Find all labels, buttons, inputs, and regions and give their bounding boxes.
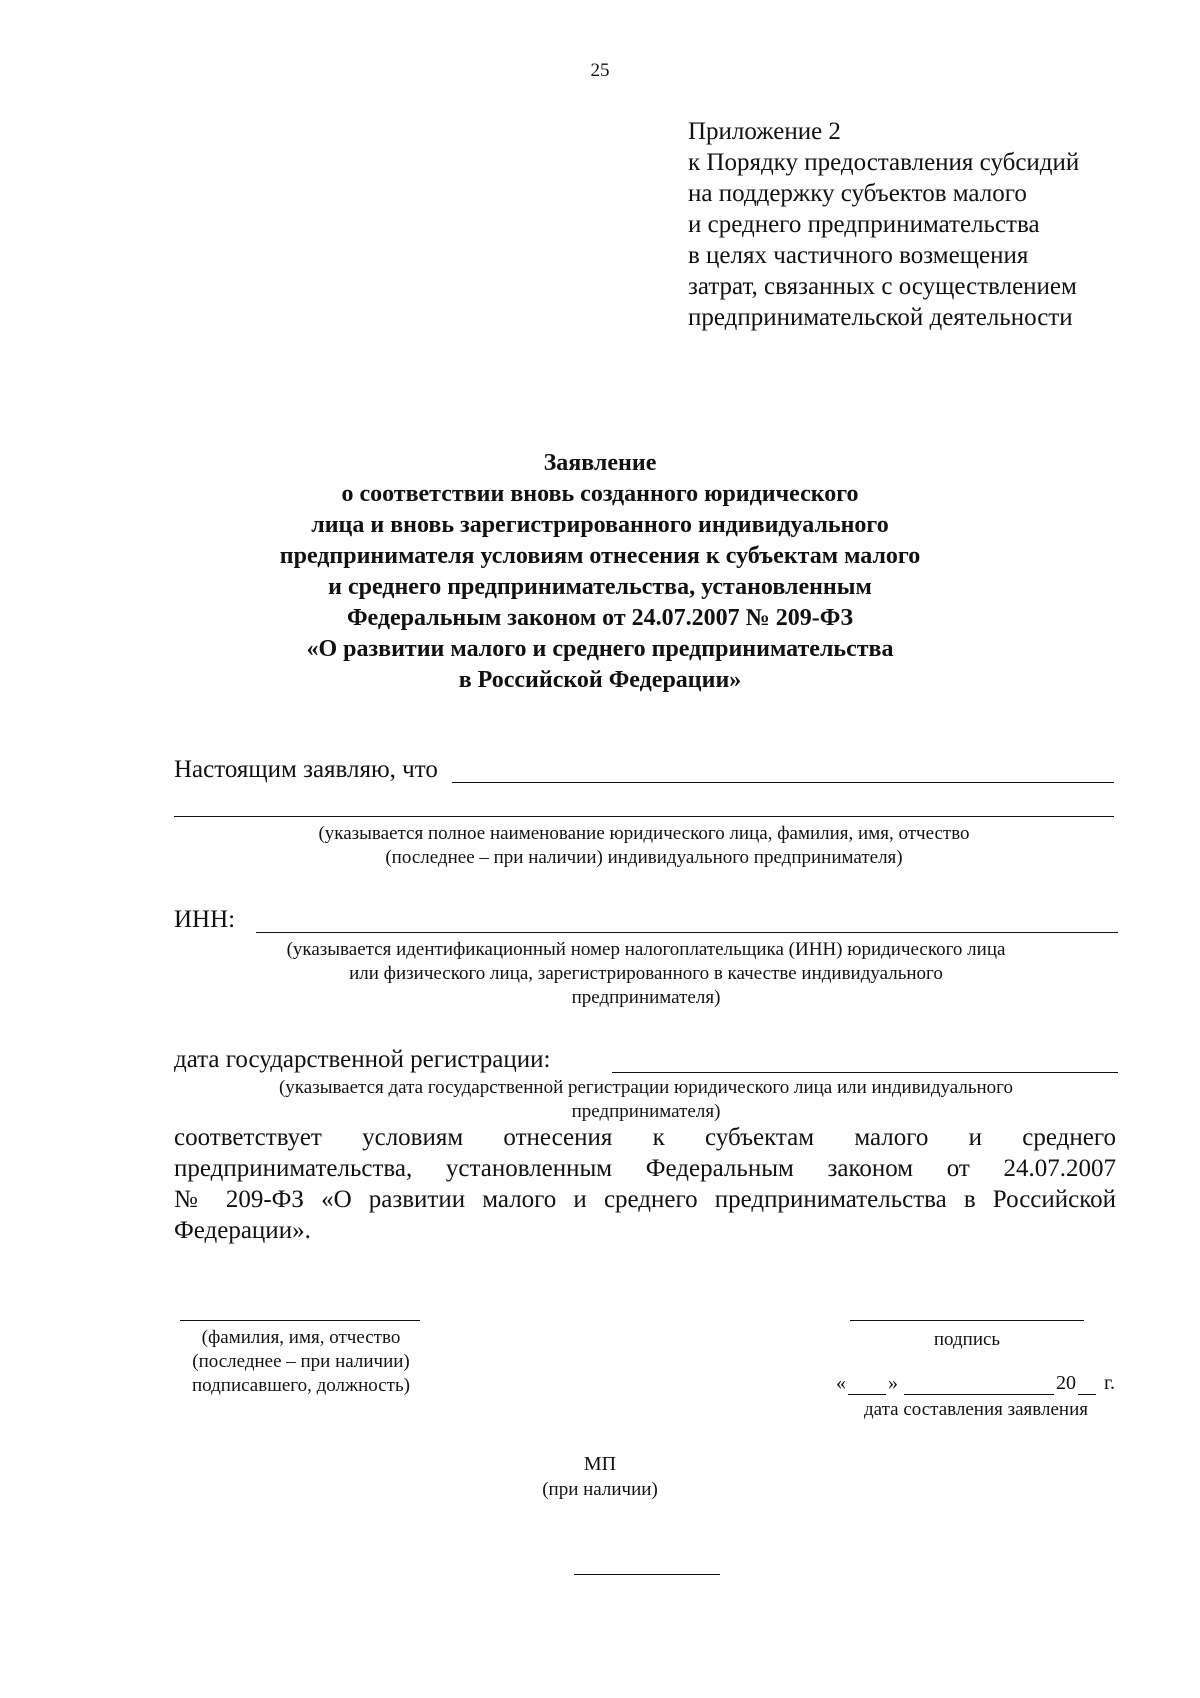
title-line: о соответствии вновь созданного юридического [341, 481, 859, 507]
declaration-note [174, 822, 1114, 870]
appendix-block [688, 116, 1079, 333]
registration-input-line[interactable] [612, 1072, 1118, 1073]
title-line: Заявление [543, 450, 657, 476]
body-paragraph [174, 1122, 1116, 1246]
body-line: предпринимательства, установленным Федеральным законом от 24.07.2007 [174, 1155, 1116, 1182]
note-line: или физического лица, зарегистрированного в качестве индивидуального [349, 963, 943, 984]
document-title [240, 448, 960, 696]
signer-name-line[interactable] [180, 1320, 420, 1321]
title-line: лица и вновь зарегистрированного индивидуального [311, 512, 889, 538]
note-line: подписавшего, должность) [192, 1375, 410, 1396]
note-line: (указывается дата государственной регистрации юридического лица или индивидуального [278, 1077, 1013, 1098]
title-line: и среднего предпринимательства, установленным [328, 574, 872, 600]
title-line: в Российской Федерации» [458, 667, 742, 693]
note-line: предпринимателя) [571, 1101, 721, 1122]
body-line: соответствует условиям отнесения к субъектам малого и среднего [174, 1124, 1116, 1151]
signer-name-note [170, 1326, 432, 1398]
signature-line[interactable] [850, 1320, 1084, 1321]
date-day-line[interactable] [848, 1394, 886, 1395]
date-year-suffix: г. [1104, 1372, 1115, 1394]
bottom-divider [574, 1574, 720, 1575]
stamp-note: (при наличии) [542, 1479, 658, 1500]
date-open-quote: « [836, 1372, 846, 1394]
note-line: (фамилия, имя, отчество [201, 1327, 401, 1348]
title-line: предпринимателя условиям отнесения к субъектам малого [279, 543, 921, 569]
date-label: дата составления заявления [864, 1399, 1088, 1420]
title-line: «О развитии малого и среднего предпринимательства [306, 636, 894, 662]
declaration-label: Настоящим заявляю, что [174, 756, 438, 783]
page-number: 25 [590, 60, 610, 81]
registration-label: дата государственной регистрации: [174, 1046, 551, 1073]
appendix-line: Приложение 2 [688, 118, 841, 145]
appendix-line: предпринимательской деятельности [688, 304, 1073, 331]
declaration-input-line[interactable] [452, 782, 1114, 783]
note-line: (последнее – при наличии) [192, 1351, 410, 1372]
date-year-line[interactable] [1078, 1394, 1096, 1395]
registration-note [174, 1076, 1118, 1124]
appendix-line: и среднего предпринимательства [688, 211, 1040, 238]
date-close-quote: » [888, 1372, 898, 1394]
inn-input-line[interactable] [256, 932, 1118, 933]
inn-note [174, 938, 1118, 1010]
inn-label: ИНН: [174, 906, 236, 933]
title-line: Федеральным законом от 24.07.2007 № 209-ФЗ [346, 605, 854, 631]
note-line: (указывается идентификационный номер налогоплательщика (ИНН) юридического лица [286, 939, 1006, 960]
appendix-line: на поддержку субъектов малого [688, 180, 1027, 207]
body-line: Федерации». [174, 1217, 311, 1244]
note-line: (указывается полное наименование юридического лица, фамилия, имя, отчество [318, 823, 970, 844]
body-line: № 209-ФЗ «О развитии малого и среднего предпринимательства в Российской [174, 1186, 1116, 1213]
appendix-line: к Порядку предоставления субсидий [688, 149, 1080, 176]
date-month-line[interactable] [904, 1394, 1054, 1395]
appendix-line: затрат, связанных с осуществлением [688, 273, 1077, 300]
note-line: предпринимателя) [571, 987, 721, 1008]
appendix-line: в целях частичного возмещения [688, 242, 1029, 269]
signature-label: подпись [933, 1329, 1001, 1350]
stamp-label: МП [583, 1453, 617, 1475]
declaration-input-line-2[interactable] [174, 816, 1114, 817]
note-line: (последнее – при наличии) индивидуального предпринимателя) [385, 847, 903, 868]
date-year-prefix: 20 [1056, 1372, 1076, 1394]
